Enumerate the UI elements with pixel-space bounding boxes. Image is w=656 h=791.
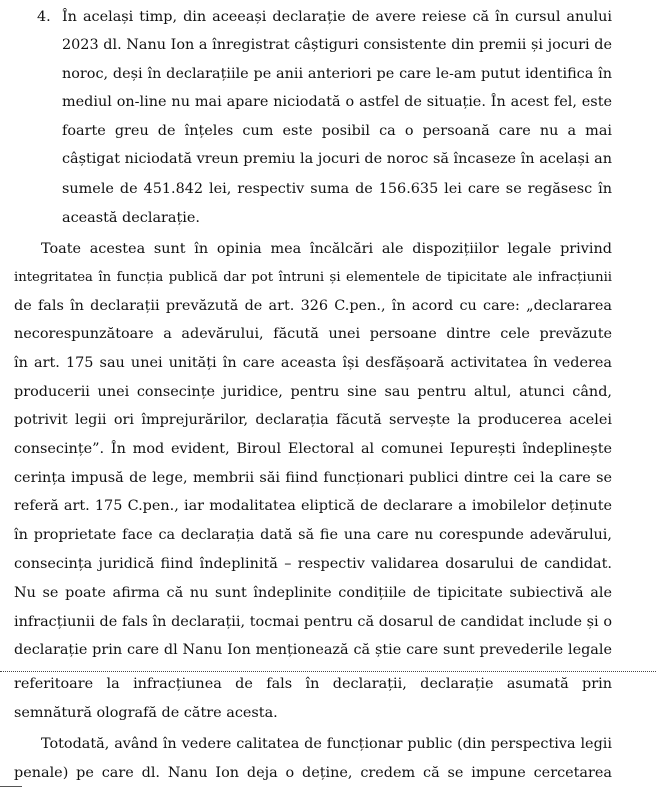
text-line: foarte greu de înțeles cum este posibil ca o persoană care nu a mai <box>62 123 612 139</box>
text-line: În același timp, din aceeași declarație de avere reiese că în cursul anului <box>62 9 612 25</box>
text-line: în proprietate face ca declarația dată să fie una care nu corespunde adevărului, <box>14 527 612 543</box>
text-line: sumele de 451.842 lei, respectiv suma de 156.635 lei care se regăsesc în <box>62 181 612 197</box>
text-line: potrivit legii ori împrejurărilor, declarația făcută servește la producerea acelei <box>14 412 612 428</box>
text-line: noroc, deși în declarațiile pe anii anteriori pe care le-am putut identifica în <box>62 66 612 82</box>
text-line: consecința juridică fiind îndeplinită – respectiv validarea dosarului de candidat. <box>14 556 612 572</box>
text-line: referă art. 175 C.pen., iar modalitatea eliptică de declarare a imobilelor deținute <box>14 498 612 514</box>
paragraph-first-line: Toate acestea sunt în opinia mea încălcări ale dispozițiilor legale privind <box>41 241 612 257</box>
margin-mark <box>0 786 22 787</box>
text-line: Nu se poate afirma că nu sunt îndeplinite condițiile de tipicitate subiectivă ale <box>14 585 612 601</box>
paragraph-first-line: Totodată, având în vedere calitatea de funcționar public (din perspectiva legii <box>41 736 612 752</box>
text-line: de fals în declarații prevăzută de art. 326 C.pen., în acord cu care: „declararea <box>14 298 612 314</box>
text-line-last: semnătură olografă de către acesta. <box>14 705 278 721</box>
text-line: consecințe”. În mod evident, Biroul Electoral al comunei Iepurești îndeplinește <box>14 441 612 457</box>
text-line: câștigat niciodată vreun premiu la jocuri de noroc să încaseze în același an <box>62 151 612 167</box>
page-break-divider <box>0 671 656 672</box>
text-line: integritatea în funcția publică dar pot întruni și elementele de tipicitate ale infracțiunii <box>14 270 612 285</box>
text-line: mediul on-line nu mai apare niciodată o astfel de situație. În acest fel, este <box>62 94 612 110</box>
text-line: infracțiunii de fals în declarații, tocmai pentru că dosarul de candidat include și o <box>14 614 612 630</box>
text-line: declarație prin care dl Nanu Ion menționează că știe care sunt prevederile legale <box>14 642 612 658</box>
text-line: cerința impusă de lege, membrii săi fiind funcționari publici dintre cei la care se <box>14 470 612 486</box>
text-line: referitoare la infracțiunea de fals în declarații, declarație asumată prin <box>14 676 612 692</box>
text-line: necorespunzătoare a adevărului, făcută unei persoane dintre cele prevăzute <box>14 326 612 342</box>
text-line: în art. 175 sau unei unități în care aceasta își desfășoară activitatea în vederea <box>14 355 612 371</box>
text-line: penale) pe care dl. Nanu Ion deja o deține, credem că se impune cercetarea <box>14 765 612 781</box>
text-line: 2023 dl. Nanu Ion a înregistrat câștiguri consistente din premii și jocuri de <box>62 37 612 53</box>
text-line: producerii unei consecințe juridice, pentru sine sau pentru altul, atunci când, <box>14 384 612 400</box>
list-item-number: 4. <box>37 9 51 25</box>
text-line-last: această declarație. <box>62 210 200 226</box>
